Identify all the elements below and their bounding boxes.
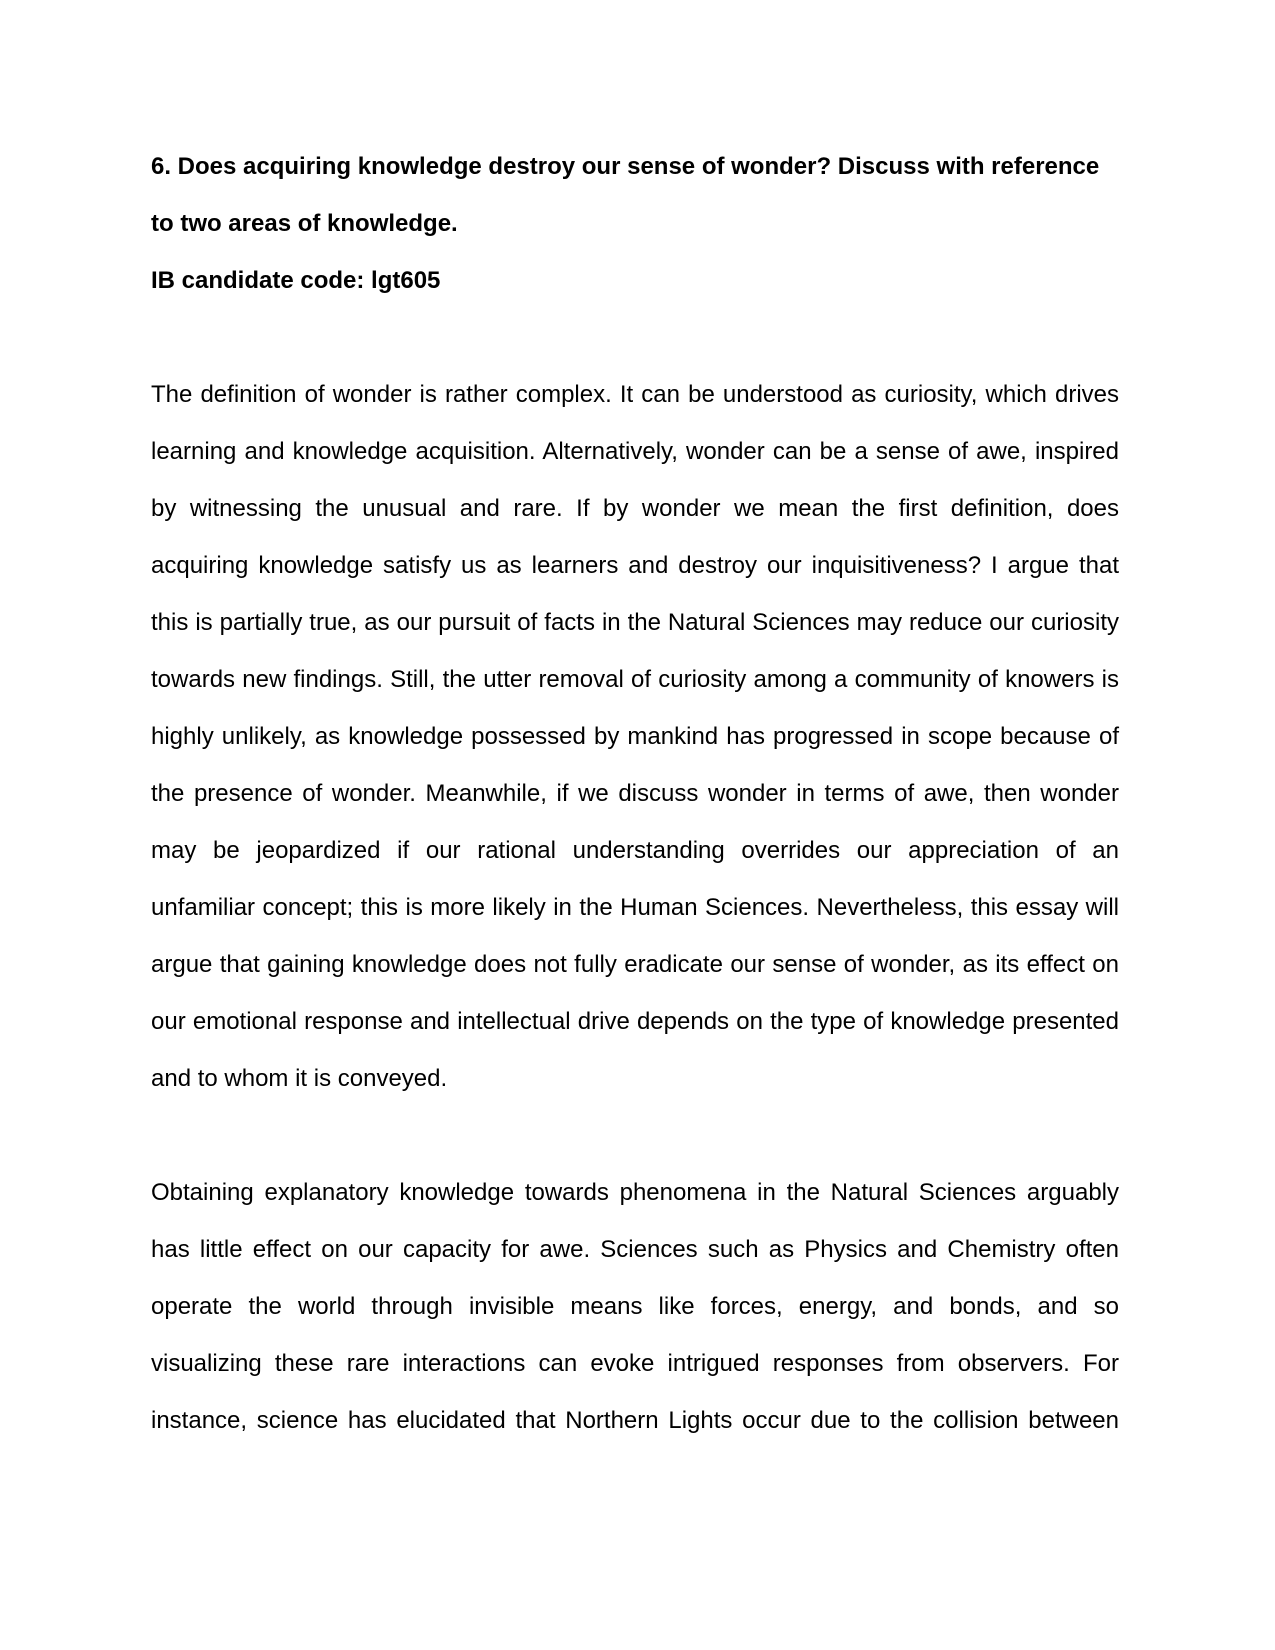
paragraph-introduction: The definition of wonder is rather complex. It can be understood as curiosity, which drives learning and knowledge acquisition. Alternatively, wonder can be a sense of awe, inspired by witnessing the unusual and rare. If by wonder we mean the first definition, does acquiring knowledge satisfy us as learners and destroy our inquisitiveness? I argue that this is partially true, as our pursuit of facts in the Natural Sciences may reduce our curiosity towards new findings. Still, the utter removal of curiosity among a community of knowers is highly unlikely, as knowledge possessed by mankind has progressed in scope because of the presence of wonder. Meanwhile, if we discuss wonder in terms of awe, then wonder may be jeopardized if our rational understanding overrides our appreciation of an unfamiliar concept; this is more likely in the Human Sciences. Nevertheless, this essay will argue that gaining knowledge does not fully eradicate our sense of wonder, as its effect on our emotional response and intellectual drive depends on the type of knowledge presented and to whom it is conveyed. [151, 381, 1119, 1092]
document-page [151, 138, 1119, 1449]
candidate-code: IB candidate code: lgt605 [151, 267, 441, 294]
essay-title: 6. Does acquiring knowledge destroy our sense of wonder? Discuss with reference to two areas of knowledge. [151, 153, 1100, 237]
paragraph-natural-sciences: Obtaining explanatory knowledge towards phenomena in the Natural Sciences arguably has little effect on our capacity for awe. Sciences such as Physics and Chemistry often operate the world through invisible means like forces, energy, and bonds, and so visualizing these rare interactions can evoke intrigued responses from observers. For instance, science has elucidated that Northern Lights occur due to the collision between [151, 1179, 1119, 1434]
